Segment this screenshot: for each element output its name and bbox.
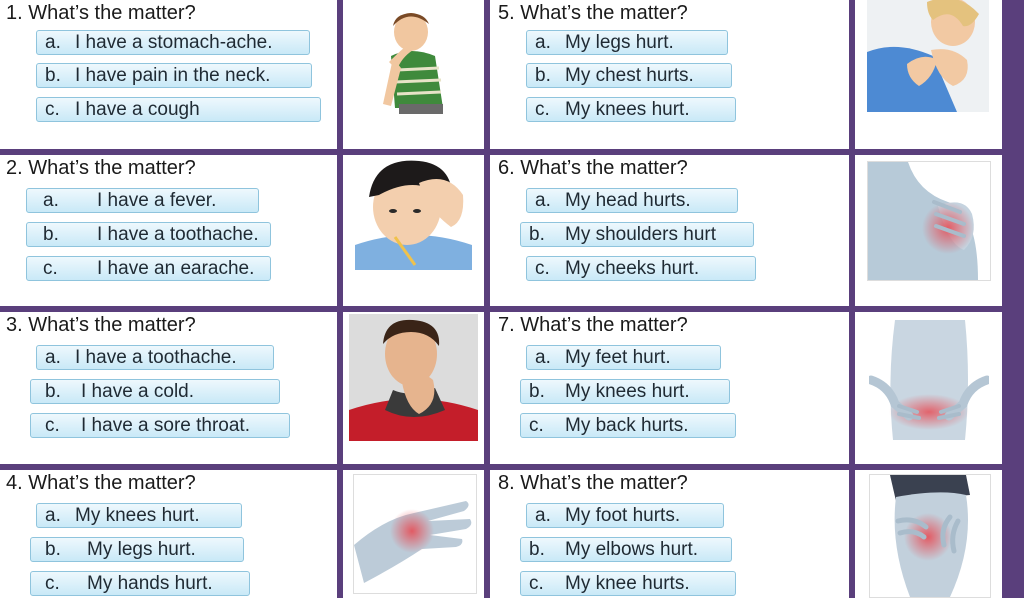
question-8-option-b[interactable] [520,537,732,562]
question-6-title: 6. What’s the matter? [498,157,688,179]
option-letter: b. [529,223,545,245]
back-pain-photo [869,320,989,440]
child-with-thermometer-photo [355,155,472,270]
question-1-image-cell [343,0,484,149]
option-letter: a. [43,189,59,211]
option-text: I have a toothache. [75,346,237,368]
question-1-option-b[interactable] [36,63,312,88]
option-letter: c. [535,98,550,120]
question-2-image-cell [343,155,484,306]
knee-pain-photo [869,474,991,598]
question-4-title: 4. What’s the matter? [6,472,196,494]
option-text: My knees hurt. [75,504,200,526]
option-letter: b. [43,223,59,245]
question-1-option-c[interactable] [36,97,321,122]
option-letter: a. [45,504,61,526]
woman-chest-pain-photo [867,0,989,112]
question-1-option-a[interactable] [36,30,310,55]
question-7-cell [490,312,849,464]
option-text: My chest hurts. [565,64,694,86]
question-6-option-c[interactable] [526,256,756,281]
option-text: My back hurts. [565,414,689,436]
option-letter: b. [535,64,551,86]
question-4-option-c[interactable] [30,571,250,596]
question-5-option-c[interactable] [526,97,736,122]
option-letter: b. [529,380,545,402]
question-3-option-a[interactable] [36,345,274,370]
question-3-option-c[interactable] [30,413,290,438]
option-letter: b. [45,64,61,86]
question-5-cell [490,0,849,149]
option-letter: c. [535,257,550,279]
option-text: I have a cold. [81,380,195,402]
option-text: My hands hurt. [87,572,213,594]
question-4-option-b[interactable] [30,537,244,562]
boy-coughing-photo [373,8,473,114]
option-text: My elbows hurt. [565,538,699,560]
option-text: I have a stomach-ache. [75,31,273,53]
question-3-option-b[interactable] [30,379,280,404]
man-holding-throat-photo [349,314,478,441]
option-letter: b. [529,538,545,560]
question-5-option-a[interactable] [526,30,728,55]
shoulder-pain-photo [867,161,991,281]
option-text: I have a toothache. [97,223,259,245]
question-8-image-cell [855,470,1002,598]
question-1-cell [0,0,337,149]
question-3-title: 3. What’s the matter? [6,314,196,336]
question-5-image-cell [855,0,1002,149]
option-text: I have a cough [75,98,200,120]
question-2-option-a[interactable] [26,188,259,213]
question-7-option-b[interactable] [520,379,730,404]
option-letter: b. [45,380,61,402]
question-7-image-cell [855,312,1002,464]
question-3-image-cell [343,312,484,464]
option-text: I have an earache. [97,257,255,279]
question-2-option-b[interactable] [26,222,271,247]
question-7-title: 7. What’s the matter? [498,314,688,336]
option-letter: a. [45,31,61,53]
option-letter: c. [45,572,60,594]
option-text: My cheeks hurt. [565,257,700,279]
question-8-title: 8. What’s the matter? [498,472,688,494]
option-letter: a. [535,189,551,211]
question-8-option-a[interactable] [526,503,724,528]
option-letter: a. [535,31,551,53]
hand-pain-photo [353,474,477,594]
option-text: My knee hurts. [565,572,690,594]
option-text: My legs hurt. [565,31,674,53]
option-text: My knees hurt. [565,380,690,402]
option-text: My feet hurt. [565,346,671,368]
option-letter: c. [45,98,60,120]
option-text: My foot hurts. [565,504,681,526]
option-text: My knees hurt. [565,98,690,120]
option-letter: b. [45,538,61,560]
option-text: My shoulders hurt [565,223,717,245]
question-6-option-a[interactable] [526,188,738,213]
question-6-cell [490,155,849,306]
question-4-cell [0,470,337,598]
question-2-cell [0,155,337,306]
question-8-option-c[interactable] [520,571,736,596]
option-letter: c. [529,414,544,436]
question-5-title: 5. What’s the matter? [498,2,688,24]
question-4-image-cell [343,470,484,598]
question-4-option-a[interactable] [36,503,242,528]
option-text: My legs hurt. [87,538,196,560]
option-letter: c. [45,414,60,436]
option-text: My head hurts. [565,189,691,211]
question-5-option-b[interactable] [526,63,732,88]
question-6-option-b[interactable] [520,222,754,247]
question-1-title: 1. What’s the matter? [6,2,196,24]
option-text: I have a fever. [97,189,217,211]
question-7-option-c[interactable] [520,413,736,438]
question-6-image-cell [855,155,1002,306]
option-text: I have pain in the neck. [75,64,271,86]
option-letter: c. [43,257,58,279]
option-letter: a. [45,346,61,368]
option-letter: c. [529,572,544,594]
option-letter: a. [535,346,551,368]
question-3-cell [0,312,337,464]
option-text: I have a sore throat. [81,414,250,436]
question-8-cell [490,470,849,598]
question-2-title: 2. What’s the matter? [6,157,196,179]
option-letter: a. [535,504,551,526]
question-2-option-c[interactable] [26,256,271,281]
question-7-option-a[interactable] [526,345,721,370]
